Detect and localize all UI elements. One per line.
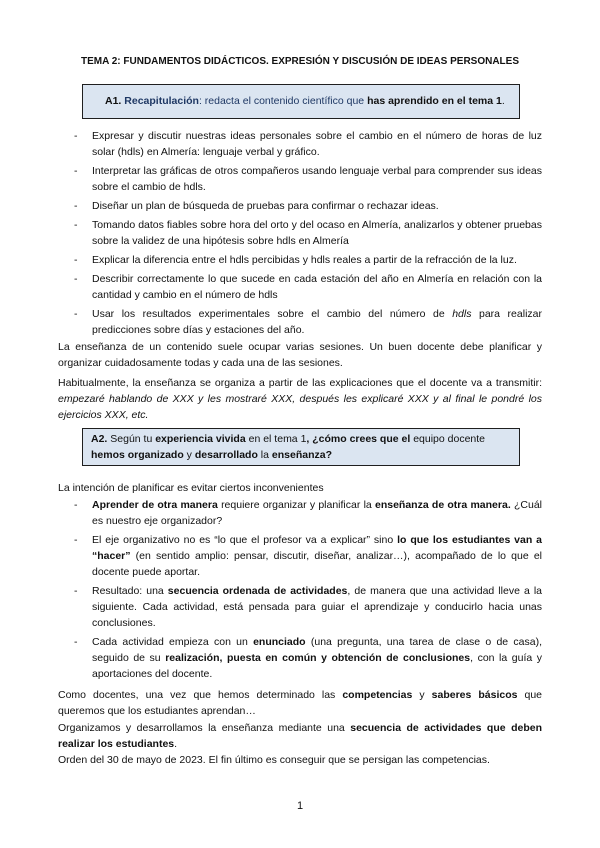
list-item-text: Tomando datos fiables sobre hora del orto y del ocaso en Almería, analizarlos y obtener pruebas sobre la validez de una hipótesis sobre hdls en Almería (92, 219, 542, 247)
list-item: - Diseñar un plan de búsqueda de pruebas para confirmar o rechazar ideas. (74, 200, 439, 212)
text-run: El eje organizativo no es “lo que el profesor va a explicar” sino (92, 534, 398, 546)
objectives-list (70, 128, 542, 341)
text-run: en el tema 1 (245, 433, 307, 445)
text-run: secuencia ordenada de actividades (167, 585, 348, 597)
page-title: TEMA 2: FUNDAMENTOS DIDÁCTICOS. EXPRESIÓN Y DISCUSIÓN DE IDEAS PERSONALES (80, 56, 520, 67)
activity-tag: A1. (105, 95, 122, 107)
text-run: , ¿cómo crees que el (306, 433, 411, 445)
activity-box-a2 (82, 428, 520, 466)
paragraph (58, 375, 542, 423)
text-run: realización, puesta en común y obtención de conclusiones (165, 652, 471, 664)
text-run: hdls (452, 308, 472, 320)
text-run: enseñanza? (271, 449, 333, 461)
text-run: requiere organizar y planificar la (217, 499, 375, 511)
paragraph (58, 687, 542, 719)
text-run: (una pregunta, una tarea de clase o de casa), seguido de su (92, 636, 542, 664)
paragraph: La enseñanza de un contenido suele ocupar varias sesiones. Un buen docente debe planificar y organizar cuidadosamente todas y cada una de las sesiones. (58, 341, 542, 369)
paragraph (58, 720, 542, 752)
paragraph: La intención de planificar es evitar ciertos inconvenientes (58, 482, 324, 494)
list-item-text: Diseñar un plan de búsqueda de pruebas para confirmar o rechazar ideas. (92, 200, 439, 212)
text-run: empezaré hablando de XXX y les mostraré XXX, después les explicaré XXX y al final le pondré los ejercicios XXX, etc. (58, 393, 542, 421)
list-item: - Resultado: una secuencia ordenada de actividades, de manera que una actividad lleve a la siguiente. Cada actividad, está pensada para guiar el aprendizaje y conducirlo hacia unas conclusiones. (74, 585, 542, 629)
text-run: equipo docente (410, 433, 486, 445)
list-item: - Interpretar las gráficas de otros compañeros usando lenguaje verbal para comprender sus ideas sobre el cambio de hdls. (74, 165, 542, 193)
text-run: , de manera que una actividad lleve a la siguiente. Cada actividad, está pensada para guiar el aprendizaje y conducirlo hacia unas conclusiones. (92, 585, 542, 629)
list-item-text: Explicar la diferencia entre el hdls percibidas y hdls reales a partir de la refracción de la luz. (92, 254, 517, 266)
text-run: hemos organizado (91, 449, 184, 461)
text-run: Organizamos y desarrollamos la enseñanza mediante una (58, 722, 351, 734)
planning-list (70, 497, 542, 685)
text-run: desarrollado (194, 449, 258, 461)
list-item: - Aprender de otra manera requiere organizar y planificar la enseñanza de otra manera. ¿Cuál es nuestro eje organizador? (74, 499, 542, 527)
text-run: enseñanza de otra manera. (374, 499, 511, 511)
paragraph: Orden del 30 de mayo de 2023. El fin último es conseguir que se persigan las competencias. (58, 754, 490, 766)
activity-box-a1 (82, 84, 520, 119)
text-run: y (412, 689, 432, 701)
text-run: que queremos que los estudiantes aprendan… (58, 689, 542, 717)
list-item: - Cada actividad empieza con un enunciado (una pregunta, una tarea de clase o de casa), seguido de su realización, puesta en común y obtención de conclusiones, con la guía y aportaciones del docente. (74, 636, 543, 680)
text-run: y (183, 449, 195, 461)
activity-tag: A2. (91, 433, 108, 445)
text-run: . (501, 95, 505, 107)
list-item: - Explicar la diferencia entre el hdls percibidas y hdls reales a partir de la refracción de la luz. (74, 254, 517, 266)
list-item-text: Expresar y discutir nuestras ideas personales sobre el cambio en el número de horas de luz solar (hdls) en Almería: lenguaje verbal y gráfico. (92, 130, 542, 158)
list-item: - El eje organizativo no es “lo que el profesor va a explicar” sino lo que los estudiantes van a “hacer” (en sentido amplio: pensar, discutir, diseñar, analizar…), acompañado de lo que el docente puede aportar. (74, 534, 543, 578)
list-item-text: Describir correctamente lo que sucede en cada estación del año en Almería en relación con la cantidad y cambio en el número de hdls (92, 273, 542, 301)
text-run: , con la guía y aportaciones del docente. (92, 652, 543, 680)
list-item: - Expresar y discutir nuestras ideas personales sobre el cambio en el número de horas de luz solar (hdls) en Almería: lenguaje verbal y gráfico. (74, 130, 542, 158)
text-run: . (174, 738, 178, 750)
text-run: competencias (342, 689, 413, 701)
list-item: - Tomando datos fiables sobre hora del orto y del ocaso en Almería, analizarlos y obtener pruebas sobre la validez de una hipótesis sobre hdls en Almería (74, 219, 542, 247)
text-run: Recapitulación (124, 95, 199, 107)
text-run: experiencia vivida (155, 433, 246, 445)
text-run: Aprender de otra manera (92, 499, 218, 511)
list-item: - Usar los resultados experimentales sobre el cambio del número de hdls para realizar predicciones sobre días y estaciones del año. (74, 308, 542, 336)
text-run: secuencia de actividades que deben realizar los estudiantes (58, 722, 542, 750)
text-run: (en sentido amplio: pensar, discutir, diseñar, analizar…), acompañado de lo que el docente puede aportar. (92, 550, 542, 578)
text-run: Resultado: una (92, 585, 168, 597)
list-item-text: Interpretar las gráficas de otros compañeros usando lenguaje verbal para comprender sus ideas sobre el cambio de hdls. (92, 165, 542, 193)
text-run: has aprendido en el tema 1 (367, 95, 502, 107)
text-run: Habitualmente, la enseñanza se organiza a partir de las explicaciones que el docente va a transmitir: (58, 377, 542, 389)
text-run: Según tu (107, 433, 156, 445)
text-run: lo que los estudiantes van a “hacer” (92, 534, 543, 562)
text-run: Como docentes, una vez que hemos determinado las (58, 689, 343, 701)
text-run: Usar los resultados experimentales sobre el cambio del número de (92, 308, 453, 320)
page-number: 1 (296, 800, 304, 812)
text-run: para realizar predicciones sobre días y estaciones del año. (92, 308, 542, 336)
text-run: la (257, 449, 272, 461)
text-run: enunciado (253, 636, 306, 648)
list-item: - Describir correctamente lo que sucede en cada estación del año en Almería en relación con la cantidad y cambio en el número de hdls (74, 273, 542, 301)
text-run: saberes básicos (431, 689, 518, 701)
text-run: ¿Cuál es nuestro eje organizador? (92, 499, 542, 527)
text-run: : redacta el contenido científico que (198, 95, 368, 107)
text-run: Cada actividad empieza con un (92, 636, 254, 648)
